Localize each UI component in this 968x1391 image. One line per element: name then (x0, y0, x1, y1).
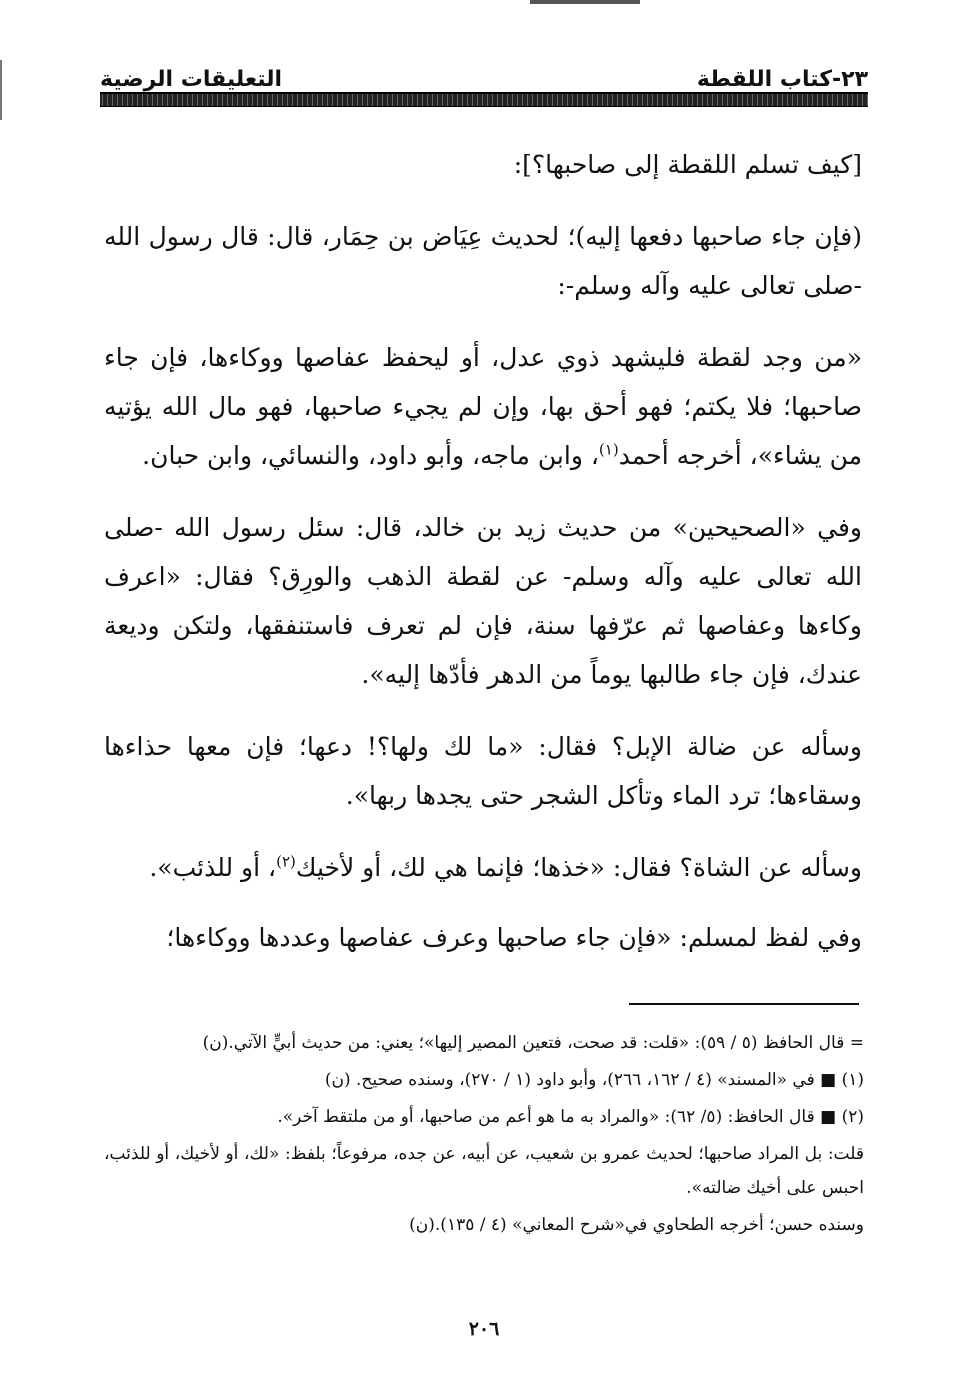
paragraph-3: وفي «الصحيحين» من حديث زيد بن خالد، قال: سئل رسول الله -صلى الله تعالى عليه وآله وسلم- عن لقطة الذهب والورِق؟ فقال: «اعرف وكاءها وعفاصها ثم عرّفها سنة، فإن لم تعرف فاستنفقها، ولتكن وديعة عندك، فإن جاء طالبها يوماً من الدهر فأدّها إليه». (104, 513, 862, 689)
footnote-2: (٢) ■ قال الحافظ: (٥/ ٦٢): «والمراد به ما هو أعم من صاحبها، أو من ملتقط آخر». (277, 1107, 864, 1127)
footnote-ref-1[interactable]: (١) (598, 440, 619, 459)
section-heading: [كيف تسلم اللقطة إلى صاحبها؟]: (513, 150, 862, 179)
paragraph-5 (104, 843, 862, 892)
paragraph-5-text: وسأله عن الشاة؟ فقال: «خذها؛ فإنما هي لك، أو لأخيك (295, 853, 862, 882)
footnote-ref-2[interactable]: (٢) (276, 852, 296, 871)
paragraph-2-tail: ، وابن ماجه، وأبو داود، والنسائي، وابن حبان. (142, 441, 599, 470)
page-number: ٢٠٦ (468, 1318, 500, 1340)
paragraph-2 (104, 333, 862, 480)
main-text (104, 140, 862, 985)
top-edge-mark (530, 0, 640, 4)
paragraph-4: وسأله عن ضالة الإبل؟ فقال: «ما لك ولها؟! دعها؛ فإن معها حذاءها وسقاءها؛ ترد الماء وتأكل الشجر حتى يجدها ربها». (104, 732, 862, 810)
footnotes (104, 1026, 864, 1245)
footnote-2-comment: قلت: بل المراد صاحبها؛ لحديث عمرو بن شعيب، عن أبيه، عن جده، مرفوعاً؛ بلفظ: «لك، أو لأخيك، أو للذئب، احبس على أخيك ضالته». (104, 1144, 864, 1198)
header-rule (100, 92, 868, 107)
footnote-1: (١) ■ في «المسند» (٤ / ١٦٢، ٢٦٦)، وأبو داود (١ / ٢٧٠)، وسنده صحيح. (ن) (324, 1070, 864, 1090)
book-title: التعليقات الرضية (100, 67, 283, 92)
paragraph-2-text: «من وجد لقطة فليشهد ذوي عدل، أو ليحفظ عفاصها ووكاءها، فإن جاء صاحبها؛ فلا يكتم؛ فهو أحق بها، وإن لم يجيء صاحبها، فهو مال الله يؤتيه من يشاء»، أخرجه أحمد (104, 343, 862, 470)
footnote-2-source: وسنده حسن؛ أخرجه الطحاوي في«شرح المعاني» (٤ / ١٣٥).(ن) (409, 1215, 864, 1235)
footnote-continuation: = قال الحافظ (٥ / ٥٩): «قلت: قد صحت، فتعين المصير إليها»؛ يعني: من حديث أبيٍّ الآتي.(ن) (202, 1033, 864, 1053)
left-edge-mark (0, 60, 2, 120)
paragraph-5-tail: ، أو للذئب». (149, 853, 277, 882)
footnote-separator (629, 1003, 859, 1005)
paragraph-6: وفي لفظ لمسلم: «فإن جاء صاحبها وعرف عفاصها وعددها ووكاءها؛ (166, 923, 862, 952)
running-header (100, 52, 868, 92)
paragraph-1: (فإن جاء صاحبها دفعها إليه)؛ لحديث عِيَاض بن حِمَار، قال: قال رسول الله -صلى تعالى عليه وآله وسلم-: (104, 222, 862, 300)
chapter-title: ٢٣-كتاب اللقطة (696, 67, 868, 92)
